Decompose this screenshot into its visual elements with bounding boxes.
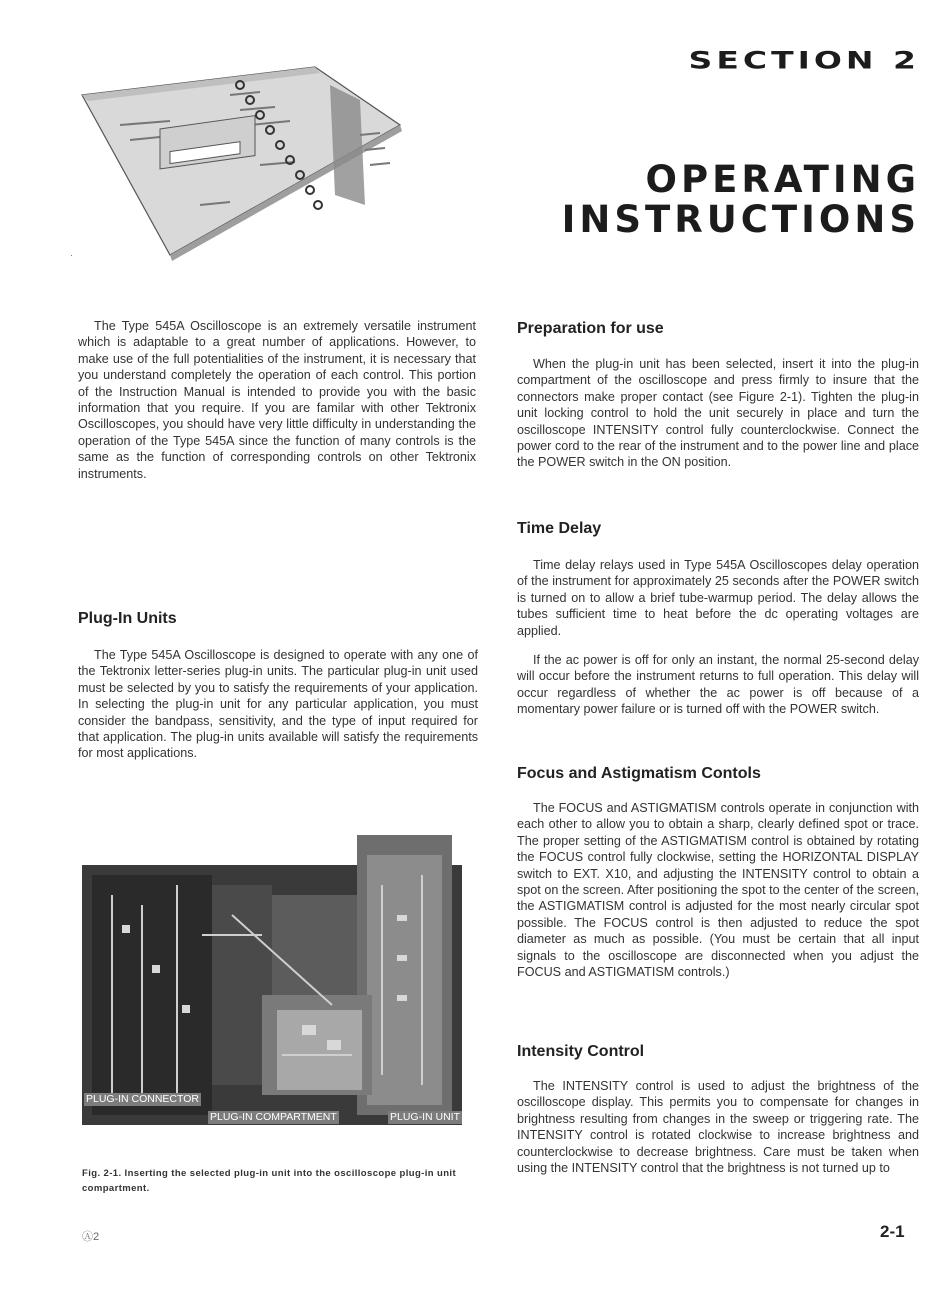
- figure-caption: Fig. 2-1. Inserting the selected plug-in unit into the oscilloscope plug-in unit compartment.: [82, 1168, 457, 1194]
- label-plugin-compartment: PLUG-IN COMPARTMENT: [210, 1111, 337, 1123]
- figure-photo-drawing: [82, 825, 480, 1125]
- intro-paragraph: The Type 545A Oscilloscope is an extremely versatile instrument which is adaptable to a great number of applications. However, to make use of the full potentialities of the instrument, it is necessary that you understand completely the operation of each control. This portion of the Instruction Manual is intended to provide you with the basic information that you require. If you are familar with other Tektronix Oscilloscopes, you should have very little difficulty in understanding the operation of the Type 545A since the function of many controls is the same as the function of corresponding controls on other Tektronix instruments.: [78, 319, 476, 481]
- page-title-line-2: INSTRUCTIONS: [561, 198, 920, 241]
- time-delay-paragraph-1: Time delay relays used in Type 545A Oscilloscopes delay operation of the instrument for approximately 25 seconds after the POWER switch is turned on to allow a brief tube-warmup period. The delay allows the tubes sufficient time to heat before the dc operating voltages are applied.: [517, 558, 919, 638]
- edition-mark: Ⓐ2: [82, 1231, 100, 1243]
- time-delay-paragraph-2: If the ac power is off for only an instant, the normal 25-second delay will occur before the instrument returns to full operation. This delay will occur regardless of whether the ac power is off because of a momentary power failure or is turned off with the POWER switch.: [517, 653, 919, 717]
- manual-illustration: [60, 55, 420, 265]
- plugin-units-paragraph: The Type 545A Oscilloscope is designed to operate with any one of the Tektronix letter-series plug-in units. The particular plug-in unit used must be selected by you to satisfy the requirements of your application. In selecting the plug-in unit for any particular application, you must consider the bandpass, sensitivity, and the type of input required for that application. The plug-in units available will satisfy the requirements for most applications.: [78, 648, 478, 761]
- preparation-paragraph: When the plug-in unit has been selected, insert it into the plug-in compartment of the oscilloscope and press firmly to insure that the connectors make proper contact (see Figure 2-1). Tighten the plug-in unit locking control to hold the unit securely in place and turn the oscilloscope INTENSITY control fully counterclockwise. Connect the power cord to the rear of the instrument and to the power line and place the POWER switch in the ON position.: [517, 357, 919, 470]
- intensity-heading: Intensity Control: [517, 1043, 645, 1060]
- time-delay-heading: Time Delay: [517, 520, 602, 537]
- focus-paragraph: The FOCUS and ASTIGMATISM controls operate in conjunction with each other to allow you to obtain a sharp, clearly defined spot or trace. The proper setting of the ASTIGMATISM control is obtained by rotating the FOCUS control fully clockwise, setting the HORIZONTAL DISPLAY switch to EXT. X10, and adjusting the INTENSITY control to obtain a spot on the screen. After positioning the spot to the center of the screen, the ASTIGMATISM control is adjusted for the most nearly circular spot possible. The FOCUS control is then adjusted to reduce the spot diameter as much as possible. (You must be certain that all input signals to the oscilloscope are disconnected when you adjust the FOCUS and ASTIGMATISM controls.): [517, 801, 919, 980]
- plugin-units-heading: Plug-In Units: [78, 610, 177, 627]
- illustration-mark: ·: [70, 250, 73, 260]
- page-number: 2-1: [880, 1222, 905, 1241]
- label-plugin-connector: PLUG-IN CONNECTOR: [86, 1093, 199, 1105]
- figure-photo: [82, 825, 480, 1125]
- label-plugin-unit: PLUG-IN UNIT: [390, 1111, 461, 1123]
- section-title: SECTION 2: [688, 46, 920, 75]
- preparation-heading: Preparation for use: [517, 320, 664, 337]
- page-title: [470, 160, 920, 240]
- page-title-line-1: OPERATING: [645, 158, 920, 201]
- focus-heading: Focus and Astigmatism Contols: [517, 765, 761, 782]
- intensity-paragraph: The INTENSITY control is used to adjust the brightness of the oscilloscope display. This permits you to compensate for changes in brightness resulting from changes in the sweep or triggering rate. The INTENSITY control is rotated clockwise to increase brightness and counterclockwise to decrease brightness. Care must be taken when using the INTENSITY control that the brightness is not turned up to: [517, 1079, 919, 1176]
